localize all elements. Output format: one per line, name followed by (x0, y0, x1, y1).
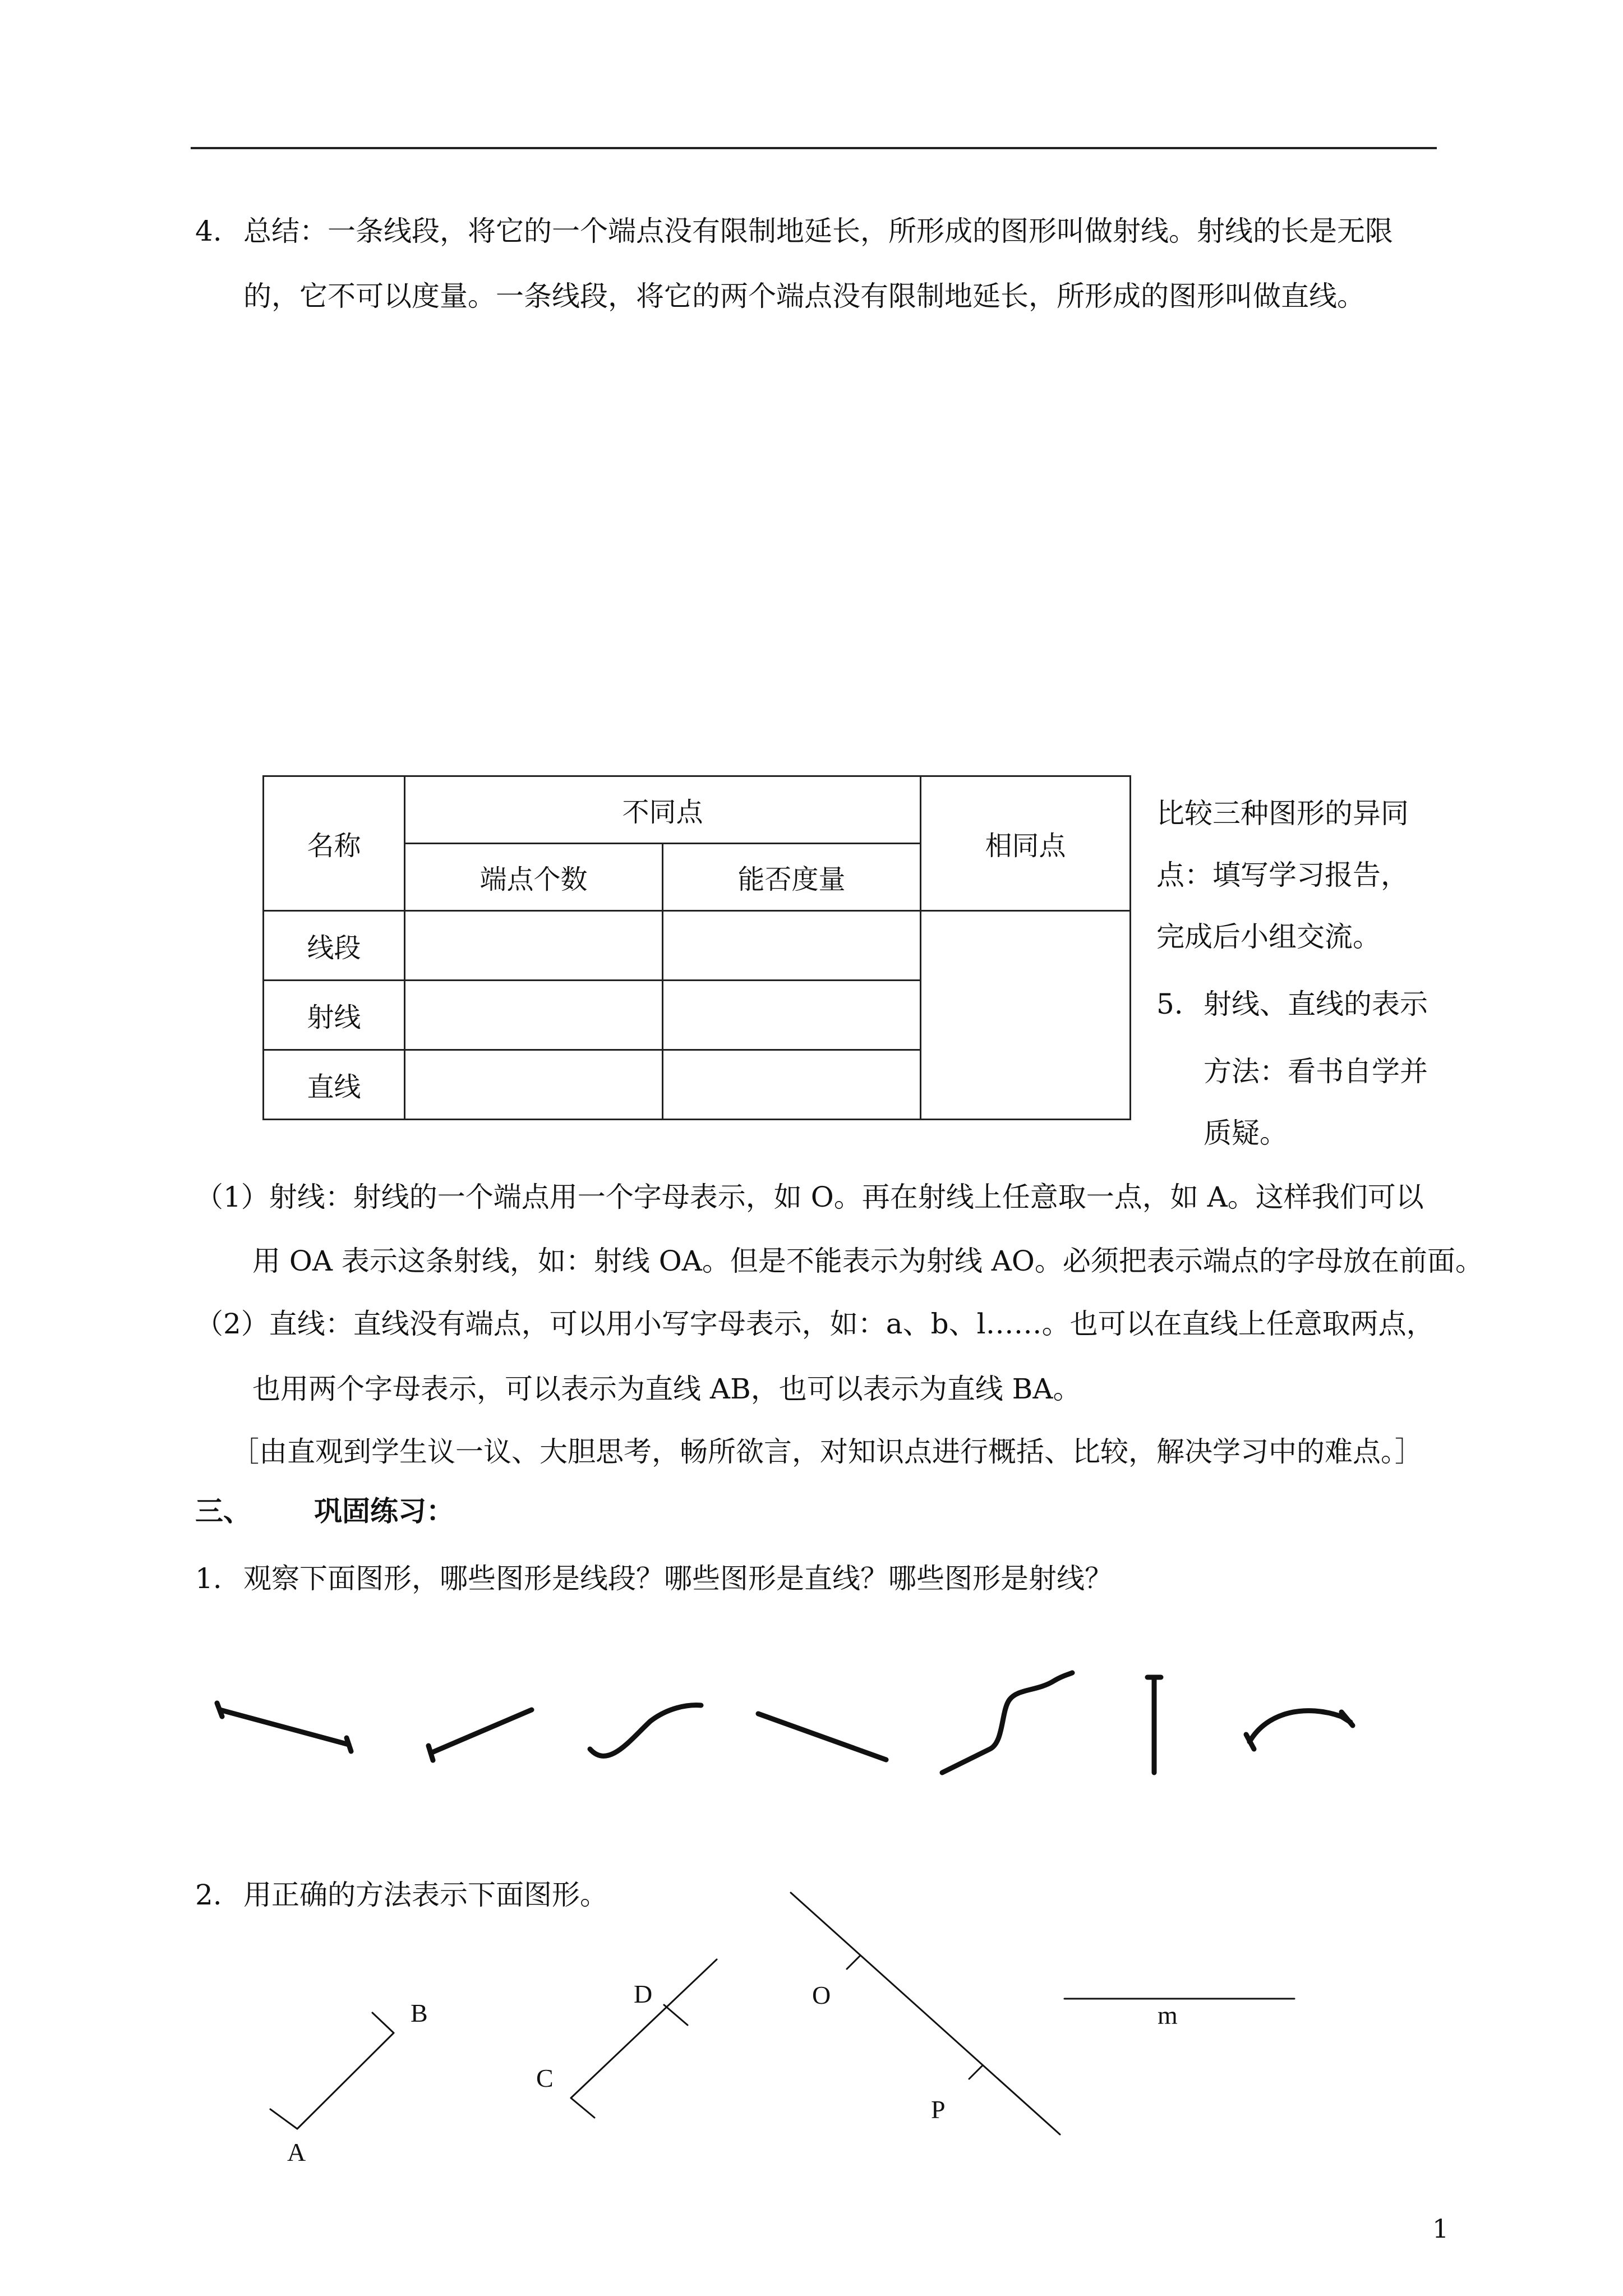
item5-line1: 射线、直线的表示 (1204, 988, 1428, 1020)
item5-line3: 质疑。 (1204, 1117, 1288, 1149)
exercise1-text: 观察下面图形，哪些图形是线段？哪些图形是直线？哪些图形是射线？ (243, 1562, 1113, 1595)
exercise2-number: 2. (195, 1879, 222, 1911)
item4-number: 4. (195, 215, 222, 247)
label-B: B (411, 1999, 428, 2027)
figure-vertical-segment (1147, 1677, 1161, 1773)
exercise1-number: 1. (195, 1562, 222, 1595)
section3-number: 三、 (195, 1494, 251, 1527)
figure-segment-1 (217, 1703, 351, 1751)
figure-line-OP (791, 1893, 1060, 2134)
figure-segment-AB (270, 2013, 394, 2129)
line-para-line2: 也用两个字母表示，可以表示为直线 AB，也可以表示为直线 BA。 (252, 1373, 1081, 1405)
row-line: 直线 (264, 1050, 405, 1120)
page-number: 1 (1432, 2214, 1449, 2244)
item5-number: 5. (1156, 988, 1183, 1020)
diff-header: 不同点 (405, 776, 921, 844)
endpoint-count-header: 端点个数 (405, 844, 663, 911)
section3-title: 巩固练习： (314, 1494, 454, 1527)
name-header: 名称 (264, 776, 405, 911)
label-A: A (287, 2138, 306, 2166)
ray-para-line1: （1）射线：射线的一个端点用一个字母表示，如 O。再在射线上任意取一点，如 A。这样我们可以 (195, 1181, 1424, 1213)
label-O: O (812, 1981, 831, 2009)
same-header: 相同点 (921, 776, 1131, 911)
row-segment: 线段 (264, 911, 405, 981)
figure-arc-ray (1246, 1711, 1353, 1749)
item5-line2: 方法：看书自学并 (1204, 1055, 1428, 1088)
teaching-note: ［由直观到学生议一议、大胆思考，畅所欲言，对知识点进行概括、比较，解决学习中的难点。］ (231, 1435, 1423, 1468)
label-C: C (536, 2064, 554, 2092)
line-para-line1: （2）直线：直线没有端点，可以用小写字母表示，如：a、b、l……。也可以在直线上任意取两点， (195, 1308, 1435, 1340)
item4-line2: 的，它不可以度量。一条线段，将它的两个端点没有限制地延长，所形成的图形叫做直线。 (243, 280, 1365, 312)
figure-line-1 (758, 1714, 886, 1760)
label-m: m (1158, 2001, 1178, 2030)
item4-line1: 总结：一条线段，将它的一个端点没有限制地延长，所形成的图形叫做射线。射线的长是无限 (243, 215, 1393, 247)
side-note-line3: 完成后小组交流。 (1156, 921, 1381, 953)
figure-broken-curve (942, 1673, 1072, 1773)
side-note-line1: 比较三种图形的异同 (1156, 797, 1409, 830)
figure-ray-1 (428, 1710, 532, 1760)
label-D: D (634, 1980, 653, 2008)
ray-para-line2: 用 OA 表示这条射线，如：射线 OA。但是不能表示为射线 AO。必须把表示端点的字母放在前面。 (252, 1245, 1483, 1277)
label-P: P (931, 2095, 946, 2124)
exercise2-text: 用正确的方法表示下面图形。 (243, 1879, 608, 1911)
side-note-line2: 点：填写学习报告， (1156, 859, 1409, 891)
figure-curve-1 (590, 1705, 701, 1756)
measurable-header: 能否度量 (663, 844, 921, 911)
row-ray: 射线 (264, 981, 405, 1050)
